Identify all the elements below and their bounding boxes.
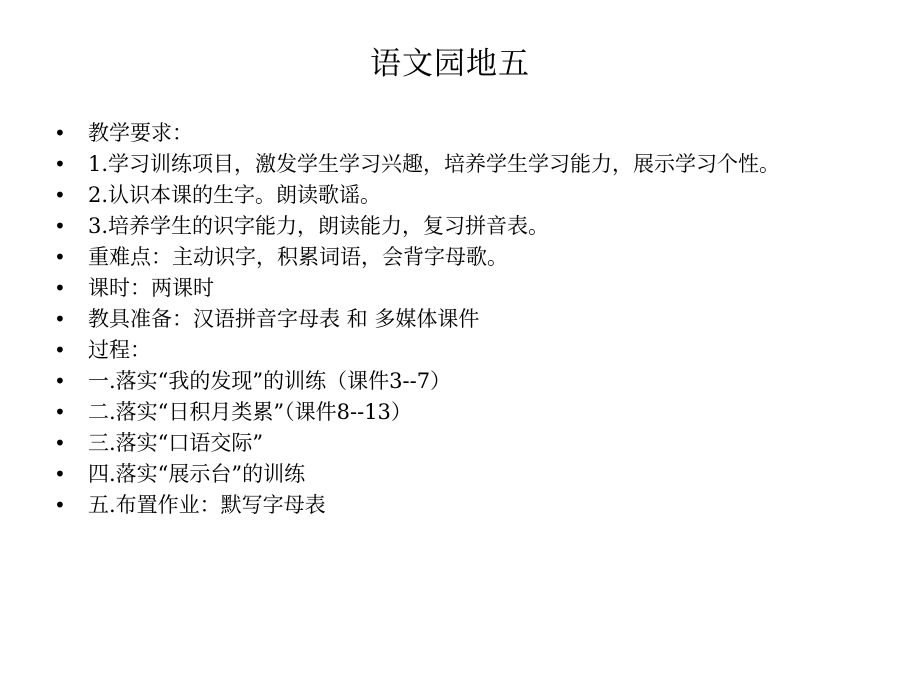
bullet-text: 三.落实“口语交际”	[88, 431, 264, 455]
slide-title: 语文园地五	[370, 46, 530, 82]
bullet-item	[54, 492, 844, 518]
bullet-dot-icon: •	[54, 462, 66, 486]
bullet-dot-icon: •	[54, 307, 66, 331]
bullet-text: 2.认识本课的生字。朗读歌谣。	[88, 183, 382, 207]
bullet-dot-icon: •	[54, 431, 66, 455]
bullet-text: 重难点：主动识字，积累词语，会背字母歌。	[88, 245, 508, 269]
bullet-text: 五.布置作业：默写字母表	[88, 493, 326, 517]
bullet-text: 过程：	[88, 338, 151, 362]
bullet-item	[54, 337, 844, 363]
bullet-dot-icon: •	[54, 338, 66, 362]
bullet-item	[54, 244, 844, 270]
bullet-text: 四.落实“展示台”的训练	[88, 462, 306, 486]
bullet-item	[54, 368, 844, 394]
bullet-list	[54, 120, 844, 523]
bullet-item	[54, 213, 844, 239]
bullet-item	[54, 182, 844, 208]
bullet-dot-icon: •	[54, 121, 66, 145]
bullet-item	[54, 275, 844, 301]
bullet-dot-icon: •	[54, 369, 66, 393]
bullet-item	[54, 151, 844, 177]
bullet-text: 二.落实“日积月类累”（课件8--13）	[88, 400, 412, 424]
bullet-dot-icon: •	[54, 245, 66, 269]
bullet-text: 一.落实“我的发现”的训练（课件3--7）	[88, 369, 452, 393]
bullet-text: 教具准备：汉语拼音字母表 和 多媒体课件	[88, 307, 480, 331]
bullet-text: 1.学习训练项目，激发学生学习兴趣，培养学生学习能力，展示学习个性。	[88, 152, 781, 176]
bullet-text: 3.培养学生的识字能力，朗读能力，复习拼音表。	[88, 214, 550, 238]
bullet-item	[54, 399, 844, 425]
bullet-dot-icon: •	[54, 276, 66, 300]
bullet-item	[54, 306, 844, 332]
bullet-item	[54, 430, 844, 456]
bullet-dot-icon: •	[54, 493, 66, 517]
bullet-text: 教学要求：	[88, 121, 193, 145]
bullet-dot-icon: •	[54, 152, 66, 176]
bullet-dot-icon: •	[54, 214, 66, 238]
bullet-dot-icon: •	[54, 400, 66, 424]
bullet-item	[54, 120, 844, 146]
bullet-item	[54, 461, 844, 487]
bullet-text: 课时：两课时	[88, 276, 214, 300]
bullet-dot-icon: •	[54, 183, 66, 207]
